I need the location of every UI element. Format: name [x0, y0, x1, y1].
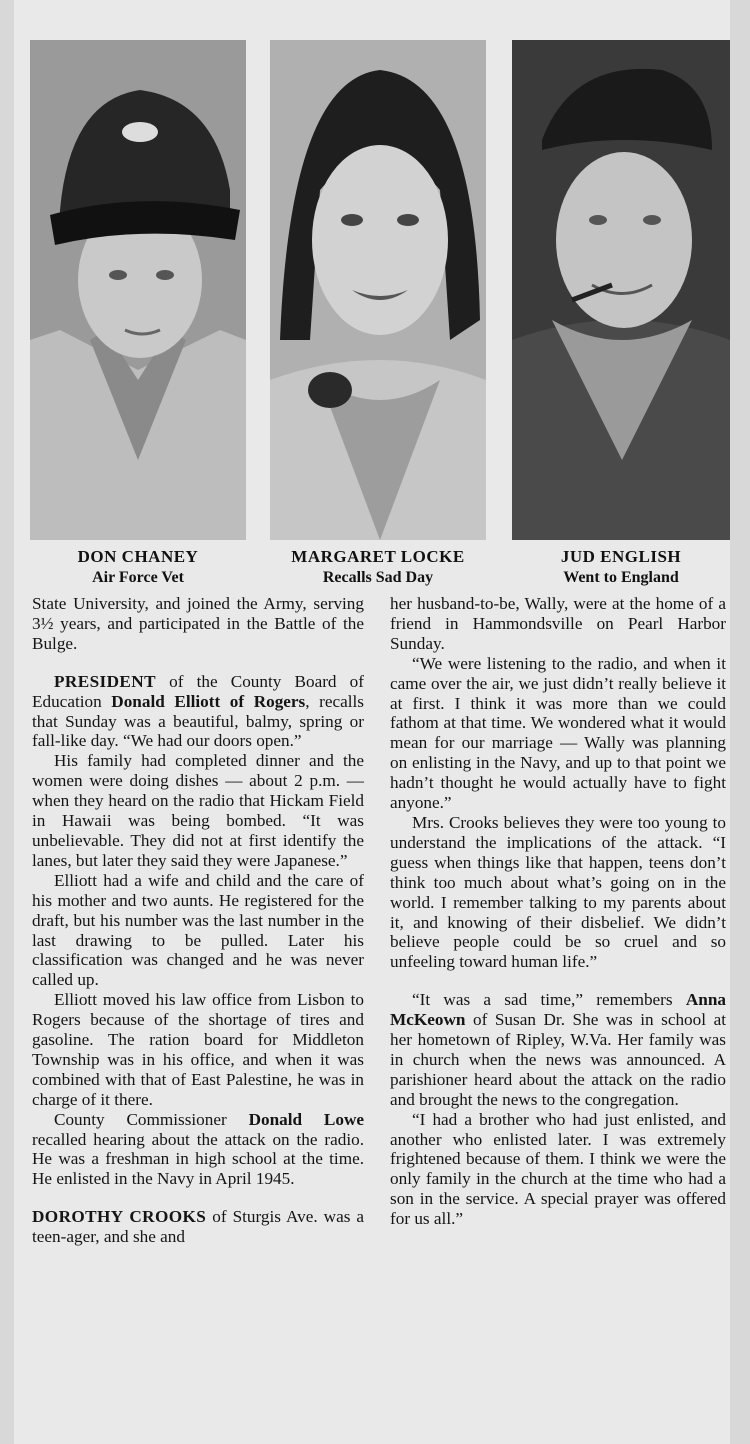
photo-don-chaney [30, 40, 246, 540]
caption-subtitle: Recalls Sad Day [322, 569, 434, 586]
person-name: Donald Elliott of Rogers [111, 691, 306, 711]
photo-margaret-locke [270, 40, 486, 540]
newspaper-clipping [14, 0, 730, 1444]
text: , recalls that Sunday was a beautiful, balmy, spring or fall-like day. “We had our doors open.” [32, 691, 364, 751]
paragraph: Elliott moved his law office from Lisbon to Rogers because of the shortage of tires and gasoline. The ration board for Middleton Township was in his office, and when it was combined with that of East Palestine, he was in charge of it there. [32, 990, 364, 1109]
person-name: Anna McKeown [390, 990, 726, 1030]
lead-word: DOROTHY CROOKS [32, 1207, 207, 1227]
photo-jud-english [512, 40, 730, 540]
text: “It was a sad time,” remembers [412, 990, 686, 1010]
paragraph: Mrs. Crooks believes they were too young to understand the implications of the attack. “I guess when things like that happen, teens don’t think too much about what’s going on in the world. I remember talking to my parents about it, and knowing of their disbelief. We didn’t believe people could be so cruel and so unfeeling toward human life.” [390, 812, 726, 972]
paragraph: Elliott had a wife and child and the care of his mother and two aunts. He registered for the draft, but his number was the last number in the last drawing to be pulled. Later his classification was changed and he was never called up. [32, 870, 364, 990]
person-name: Donald Lowe [248, 1109, 364, 1129]
text: of Susan Dr. She was in school at her hometown of Ripley, W.Va. Her family was in church when the news was announced. A parishioner heard about the attack on the radio and brought the news to the congregation. [390, 1010, 726, 1109]
paragraph: “I had a brother who had just enlisted, and another who enlisted later. I was extremely frightened because of them. I think we were the only family in the church at the time who had a son in the service. A special prayer was offered for us all.” [390, 1109, 726, 1229]
paragraph: State University, and joined the Army, serving 3½ years, and participated in the Battle of the Bulge. [32, 594, 364, 653]
paragraph [390, 990, 726, 1109]
text: of Sturgis Ave. was a teen-ager, and she and [32, 1207, 365, 1247]
paragraph: her husband-to-be, Wally, were at the home of a friend in Hammondsville on Pearl Harbor Sunday. [390, 594, 726, 653]
caption-1 [24, 546, 252, 588]
caption-subtitle: Air Force Vet [92, 569, 184, 586]
caption-name: MARGARET LOCKE [291, 547, 465, 566]
paragraph: His family had completed dinner and the women were doing dishes — about 2 p.m. — when they heard on the radio that Hickam Field in Hawaii was being bombed. “It was unbelievable. They did not at first identify the lanes, but later they said they were Japanese.” [32, 751, 364, 870]
caption-name: JUD ENGLISH [560, 547, 682, 566]
paragraph: “We were listening to the radio, and when it came over the air, we just didn’t really believe it at first. I think it was more than we could fathom at that time. We wondered what it would mean for our marriage — Wally was planning on enlisting in the Navy, and up to that point we hadn’t thought he would actually have to fight anyone.” [390, 653, 726, 813]
lead-word: PRESIDENT [54, 671, 156, 691]
caption-name: DON CHANEY [77, 547, 199, 566]
article-column-right [390, 594, 726, 1229]
paragraph [32, 1110, 364, 1190]
text: County Commissioner [54, 1109, 249, 1129]
caption-3 [508, 546, 734, 588]
caption-2 [264, 546, 492, 588]
paragraph [32, 1207, 364, 1247]
paragraph [32, 672, 364, 752]
caption-subtitle: Went to England [563, 569, 679, 586]
text: of the County Board of Education [32, 671, 364, 711]
article-column-left [32, 594, 364, 1247]
text: recalled hearing about the attack on the radio. He was a freshman in high school at the time. He enlisted in the Navy in April 1945. [32, 1129, 364, 1189]
